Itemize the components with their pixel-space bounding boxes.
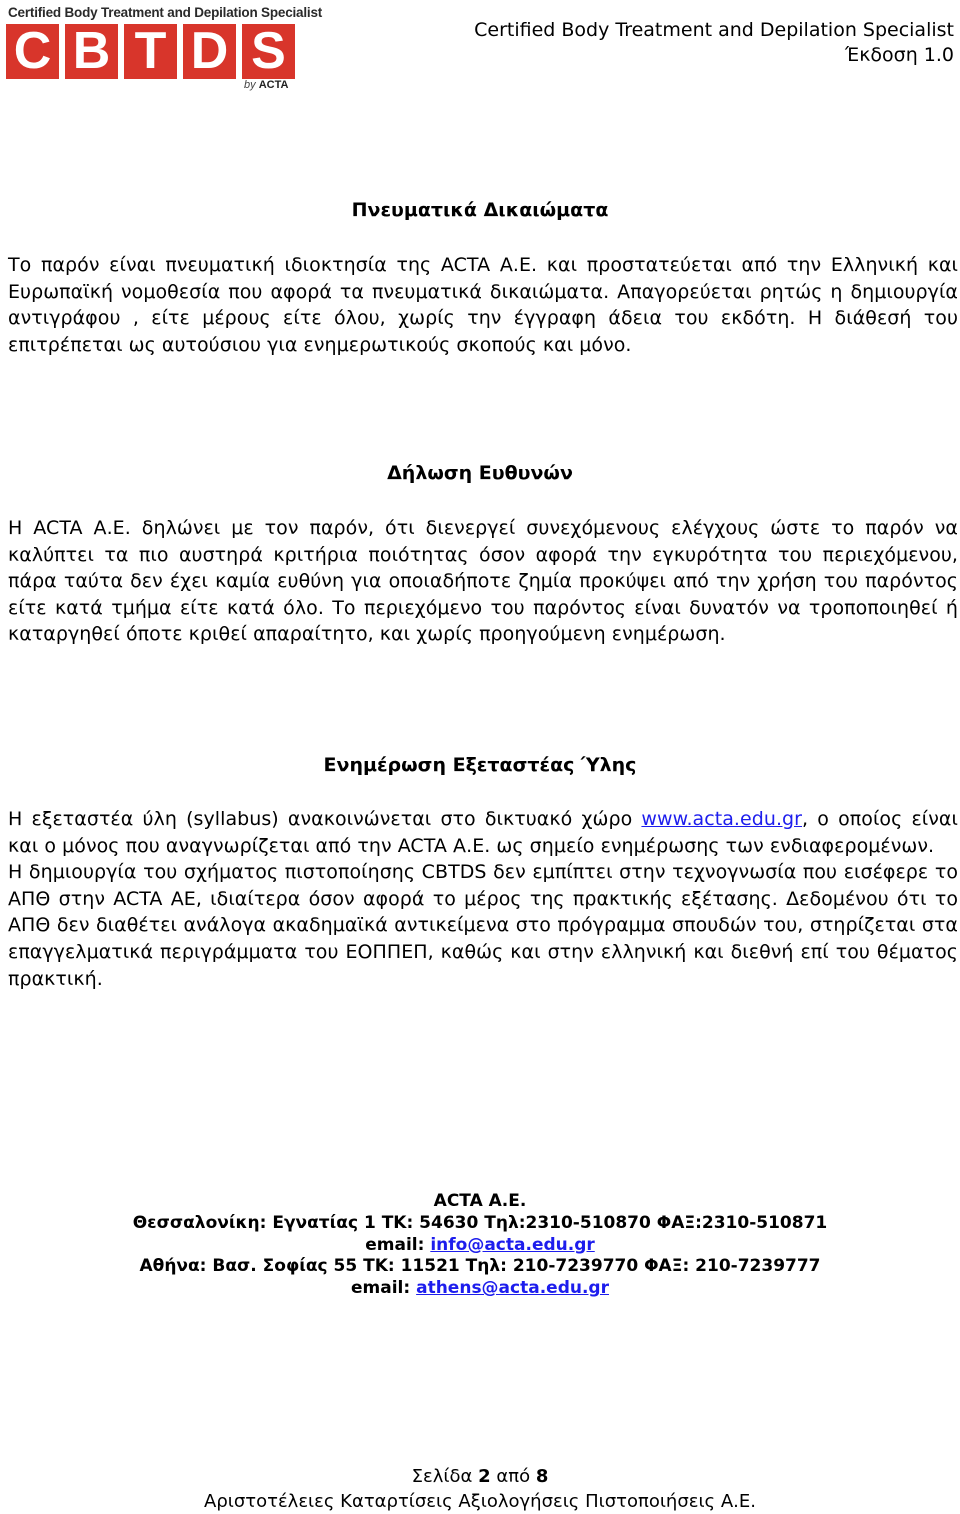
email-label: email:: [365, 1234, 431, 1255]
email-label: email:: [351, 1278, 417, 1299]
athens-email-link[interactable]: athens@acta.edu.gr: [416, 1278, 609, 1299]
syllabus-p1-before: Η εξεταστέα ύλη (syllabus) ανακοινώνεται στο δικτυακό χώρο: [8, 808, 642, 830]
thessaloniki-email-link[interactable]: info@acta.edu.gr: [430, 1234, 595, 1255]
thessaloniki-address: Θεσσαλονίκη: Εγνατίας 1 ΤΚ: 54630 Τηλ:2310-510870 ΦΑΞ:2310-510871: [132, 1212, 828, 1233]
logo-byline-brand: ACTA: [258, 79, 289, 91]
disclaimer-paragraph: Η ACTA Α.Ε. δηλώνει με τον παρόν, ότι διενεργεί συνεχόμενους ελέγχους ώστε το παρόν να καλύπτει τα πιο αυστηρά κριτήρια ποιότητας όσον αφορά την εγκυρότητα του περιεχόμενου, πάρα ταύτα δεν έχει καμία ευθύνη για οποιαδήποτε ζημία προκύψει από την χρήση του παρόντος είτε κατά τμήμα είτε κατά όλο. Το περιεχόμενο του παρόντος είναι δυνατόν να τροποποιηθεί ή καταργηθεί όποτε κριθεί απαραίτητο, και χωρίς προηγούμενη ενημέρωση.: [8, 517, 958, 646]
page-total: 8: [535, 1466, 549, 1487]
syllabus-text: [8, 806, 958, 992]
athens-address: Αθήνα: Βασ. Σοφίας 55 ΤΚ: 11521 Τηλ: 210-7239770 ΦΑΞ: 210-7239777: [139, 1256, 821, 1277]
page-label: Σελίδα: [411, 1466, 479, 1487]
copyright-paragraph: Το παρόν είναι πνευματική ιδιοκτησία της ACTA Α.Ε. και προστατεύεται από την Ελληνική και Ευρωπαϊκή νομοθεσία που αφορά τα πνευματικά δικαιώματα. Απαγορεύεται ρητώς η δημιουργία αντιγράφου , είτε μέρους είτε όλου, χωρίς την έγγραφη άδεια του εκδότη. Η διάθεσή του επιτρέπεται ως αυτούσιου για ενημερωτικούς σκοπούς και μόνο.: [8, 254, 958, 356]
thessaloniki-email-line: [0, 1235, 960, 1257]
logo-letter-b: B: [65, 24, 118, 79]
page-current: 2: [478, 1466, 491, 1487]
document-version: Έκδοση 1.0: [845, 44, 954, 66]
document-header: [474, 18, 954, 68]
logo-letter-c: C: [6, 24, 59, 79]
cbtds-logo: [6, 4, 323, 94]
syllabus-paragraph-2: Η δημιουργία του σχήματος πιστοποίησης CBTDS δεν εμπίπτει στην τεχνογνωσία που εισέφερε το ΑΠΘ στην ACTA ΑΕ, ιδιαίτερα όσον αφορά το μέρος της πρακτικής εξέτασης. Δεδομένου ότι το ΑΠΘ δεν διαθέτει ανάλογα ακαδημαϊκά αντικείμενα στο πρόγραμμα σπουδών του, στηρίζεται στα επαγγελματικά περιγράμματα του ΕΟΠΠΕΠ, καθώς και στην ελληνική και διεθνή επί του θέματος πρακτική.: [8, 861, 958, 990]
syllabus-website-link[interactable]: www.acta.edu.gr: [641, 808, 803, 830]
copyright-heading: Πνευματικά Δικαιώματα: [351, 199, 609, 221]
athens-email-line: [0, 1278, 960, 1300]
syllabus-paragraph-1: [8, 806, 958, 859]
organization-name: Αριστοτέλειες Καταρτίσεις Αξιολογήσεις Πιστοποιήσεις Α.Ε.: [204, 1491, 756, 1512]
disclaimer-text: [8, 515, 958, 648]
logo-tagline: Certified Body Treatment and Depilation Specialist: [8, 5, 323, 20]
copyright-text: [8, 252, 958, 358]
logo-letter-s: S: [242, 24, 295, 79]
company-name: ACTA Α.Ε.: [433, 1191, 527, 1211]
syllabus-p1-after: , ο οποίος είναι και ο μόνος που αναγνωρίζεται από την ACTA Α.Ε. ως σημείο ενημέρωσης των ενδιαφερομένων.: [8, 808, 958, 857]
document-title: Certified Body Treatment and Depilation Specialist: [474, 19, 954, 41]
page-of: από: [490, 1466, 536, 1487]
logo-letter-d: D: [183, 24, 236, 79]
page-number: [0, 1464, 960, 1489]
disclaimer-heading: Δήλωση Ευθυνών: [387, 462, 573, 484]
logo-letters: [6, 24, 295, 79]
company-contact: [0, 1191, 960, 1300]
logo-byline: [244, 79, 288, 91]
logo-letter-t: T: [124, 24, 177, 79]
page-footer: [0, 1464, 960, 1514]
logo-byline-prefix: by: [244, 79, 256, 91]
syllabus-heading: Ενημέρωση Εξεταστέας Ύλης: [323, 754, 637, 776]
